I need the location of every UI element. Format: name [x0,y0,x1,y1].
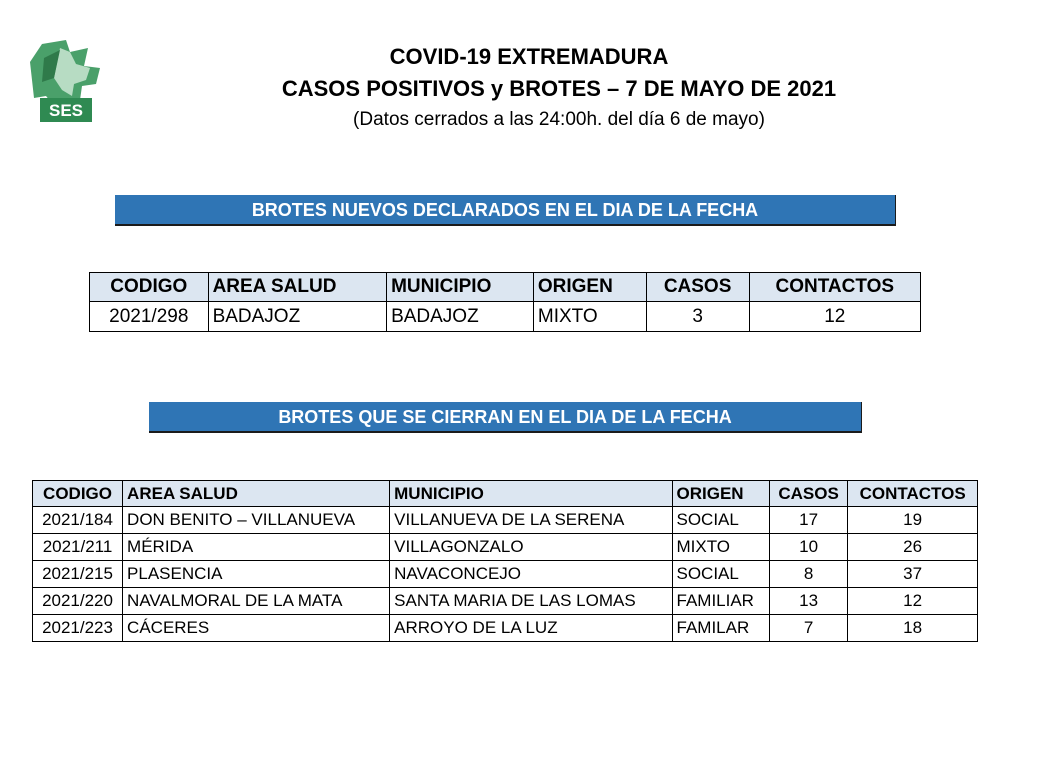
col-origen: ORIGEN [533,273,646,302]
cell-area-salud: PLASENCIA [123,561,390,588]
cell-codigo: 2021/298 [90,302,209,332]
cell-origen: SOCIAL [672,561,769,588]
cell-casos: 3 [646,302,749,332]
cell-codigo: 2021/184 [33,507,123,534]
col-municipio: MUNICIPIO [390,481,672,507]
col-codigo: CODIGO [33,481,123,507]
cell-area-salud: CÁCERES [123,615,390,642]
cell-contactos: 26 [848,534,978,561]
cell-contactos: 12 [749,302,920,332]
cell-area-salud: DON BENITO – VILLANUEVA [123,507,390,534]
cell-origen: SOCIAL [672,507,769,534]
col-origen: ORIGEN [672,481,769,507]
data-note: (Datos cerrados a las 24:00h. del día 6 de mayo) [353,109,765,130]
closed-outbreaks-table [32,480,978,642]
logo-text: SES [48,101,84,120]
cell-codigo: 2021/215 [33,561,123,588]
table-header-row [90,273,921,302]
col-casos: CASOS [769,481,847,507]
col-area-salud: AREA SALUD [123,481,390,507]
cell-contactos: 12 [848,588,978,615]
cell-municipio: SANTA MARIA DE LAS LOMAS [390,588,672,615]
cell-municipio: VILLAGONZALO [390,534,672,561]
cell-codigo: 2021/220 [33,588,123,615]
cell-area-salud: BADAJOZ [208,302,387,332]
table-row [33,588,978,615]
cell-origen: FAMILIAR [672,588,769,615]
table-row [33,534,978,561]
cell-casos: 10 [769,534,847,561]
col-contactos: CONTACTOS [848,481,978,507]
cell-casos: 13 [769,588,847,615]
cell-origen: MIXTO [533,302,646,332]
cell-contactos: 18 [848,615,978,642]
col-municipio: MUNICIPIO [387,273,534,302]
table-row [33,507,978,534]
page-title: COVID-19 EXTREMADURA [389,44,669,69]
cell-municipio: BADAJOZ [387,302,534,332]
new-outbreaks-heading: BROTES NUEVOS DECLARADOS EN EL DIA DE LA FECHA [115,195,896,226]
table-row [90,302,921,332]
cell-casos: 17 [769,507,847,534]
cell-area-salud: MÉRIDA [123,534,390,561]
col-codigo: CODIGO [90,273,209,302]
cell-codigo: 2021/211 [33,534,123,561]
closed-outbreaks-heading: BROTES QUE SE CIERRAN EN EL DIA DE LA FECHA [149,402,862,433]
cell-casos: 8 [769,561,847,588]
col-contactos: CONTACTOS [749,273,920,302]
cell-casos: 7 [769,615,847,642]
cell-contactos: 19 [848,507,978,534]
cell-origen: FAMILAR [672,615,769,642]
table-header-row [33,481,978,507]
cell-municipio: NAVACONCEJO [390,561,672,588]
cell-municipio: VILLANUEVA DE LA SERENA [390,507,672,534]
page-subtitle: CASOS POSITIVOS y BROTES – 7 DE MAYO DE 2021 [281,76,837,101]
col-casos: CASOS [646,273,749,302]
cell-origen: MIXTO [672,534,769,561]
cell-municipio: ARROYO DE LA LUZ [390,615,672,642]
col-area-salud: AREA SALUD [208,273,387,302]
cell-codigo: 2021/223 [33,615,123,642]
table-row [33,561,978,588]
new-outbreaks-table [89,272,921,332]
cell-contactos: 37 [848,561,978,588]
table-row [33,615,978,642]
cell-area-salud: NAVALMORAL DE LA MATA [123,588,390,615]
